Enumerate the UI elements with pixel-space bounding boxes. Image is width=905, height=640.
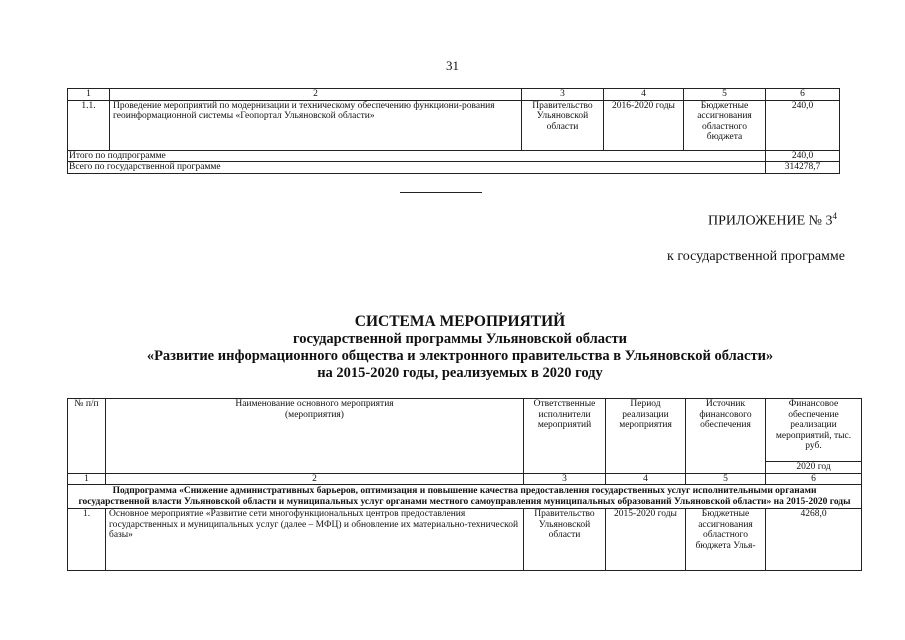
program-summary-table xyxy=(67,88,840,174)
col-num-4: 4 xyxy=(604,89,684,101)
row-source: Бюджетные ассигнования областного бюджета xyxy=(684,100,766,150)
header-finance: Финансовое обеспечение реализации мероприятий, тыс. руб. xyxy=(766,399,862,462)
col-num-5: 5 xyxy=(686,473,766,485)
appendix-subtitle: к государственной программе xyxy=(667,249,845,264)
subtotal-label: Итого по подпрограмме xyxy=(68,150,766,162)
title-line-3: «Развитие информационного общества и электронного правительства в Ульяновской области» xyxy=(146,348,774,364)
col-num-3: 3 xyxy=(522,89,604,101)
header-number-row xyxy=(68,473,862,485)
row-number: 1. xyxy=(68,509,106,571)
header-activity-name xyxy=(106,399,524,474)
col-num-5: 5 xyxy=(684,89,766,101)
title-line-1: СИСТЕМА МЕРОПРИЯТИЙ xyxy=(354,313,566,330)
header-num: № п/п xyxy=(68,399,106,474)
row-executor: Правительство Ульяновской области xyxy=(522,100,604,150)
col-num-3: 3 xyxy=(524,473,606,485)
row-activity-name: Основное мероприятие «Развитие сети многофункциональных центров предоставления государственных и муниципальных услуг (далее – МФЦ) и обновление их материально-технической базы» xyxy=(106,509,524,571)
title-line-2: государственной программы Ульяновской области xyxy=(293,331,627,347)
header-row xyxy=(68,399,862,462)
activities-table xyxy=(67,398,862,571)
subprogram-row xyxy=(68,485,862,509)
row-activity-name: Проведение мероприятий по модернизации и техническому обеспечению функциони-рования геоинформационной системы «Геопортал Ульяновской области» xyxy=(110,100,522,150)
title-line-4: на 2015-2020 годы, реализуемых в 2020 году xyxy=(317,365,603,381)
page-number: 31 xyxy=(446,58,459,73)
row-period: 2015-2020 годы xyxy=(606,509,686,571)
appendix-superscript: 4 xyxy=(832,211,837,221)
row-source: Бюджетные ассигнования областного бюджета Улья- xyxy=(686,509,766,571)
subtotal-value: 240,0 xyxy=(766,150,840,162)
col-num-6: 6 xyxy=(766,473,862,485)
col-num-1: 1 xyxy=(68,473,106,485)
header-source: Источник финансового обеспечения xyxy=(686,399,766,474)
appendix-label: ПРИЛОЖЕНИЕ № 3 xyxy=(708,213,833,229)
document-title xyxy=(60,313,860,382)
col-num-2: 2 xyxy=(110,89,522,101)
subprogram-title: Подпрограмма «Снижение административных барьеров, оптимизация и повышение качества предоставления государственных услуг исполнительными органами государственной власти Ульяновской области и муниципальных услуг органами местного самоуправления муниципальных образований Ульяновской области» на 2015-2020 годы xyxy=(68,485,862,509)
row-executor: Правительство Ульяновской области xyxy=(524,509,606,571)
total-value: 314278,7 xyxy=(766,162,840,174)
col-num-2: 2 xyxy=(106,473,524,485)
appendix-heading xyxy=(520,211,837,230)
table-row xyxy=(68,509,862,571)
header-finance-year: 2020 год xyxy=(766,462,862,474)
col-num-6: 6 xyxy=(766,89,840,101)
table-row xyxy=(68,100,840,150)
row-amount: 4268,0 xyxy=(766,509,862,571)
header-period: Период реализации мероприятия xyxy=(606,399,686,474)
header-activity-name-text: Наименование основного мероприятия (мероприятия) xyxy=(235,399,394,420)
section-divider xyxy=(400,192,482,193)
col-num-4: 4 xyxy=(606,473,686,485)
total-label: Всего по государственной программе xyxy=(68,162,766,174)
total-row xyxy=(68,162,840,174)
subtotal-row xyxy=(68,150,840,162)
row-number: 1.1. xyxy=(68,100,110,150)
header-number-row xyxy=(68,89,840,101)
row-amount: 240,0 xyxy=(766,100,840,150)
col-num-1: 1 xyxy=(68,89,110,101)
row-period: 2016-2020 годы xyxy=(604,100,684,150)
header-executor: Ответственные исполнители мероприятий xyxy=(524,399,606,474)
